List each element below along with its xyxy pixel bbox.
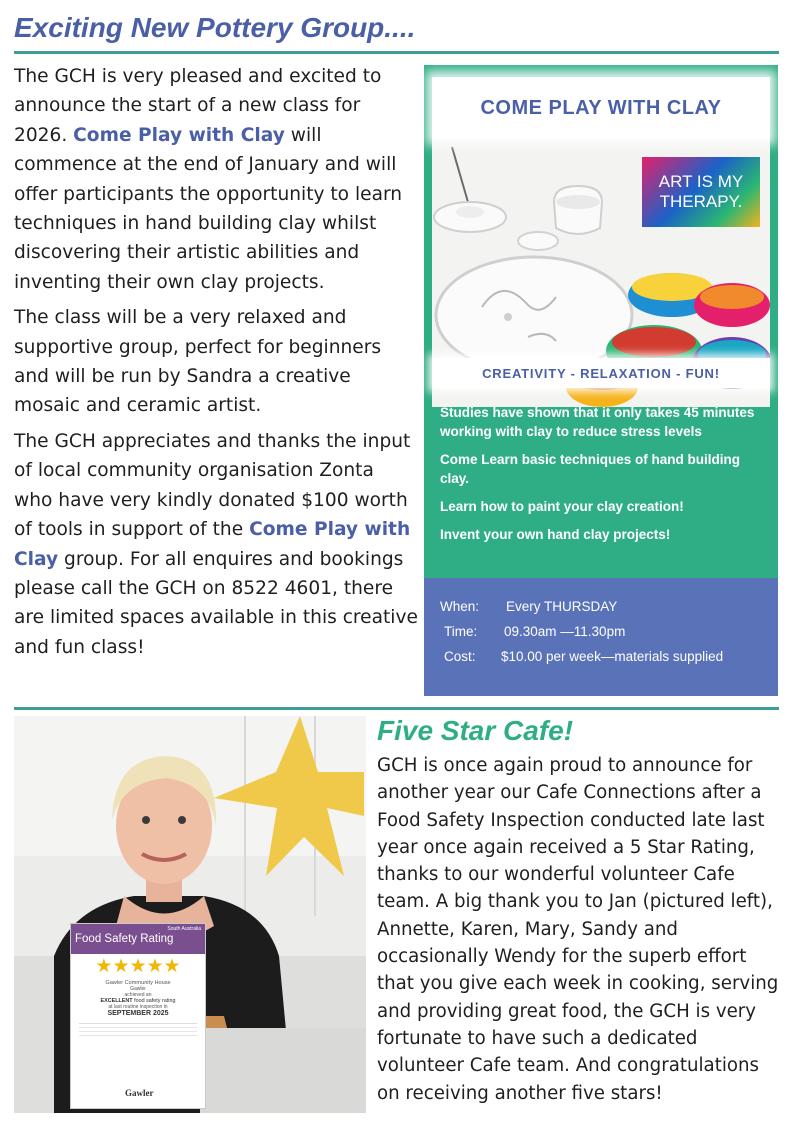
- pottery-paragraph-1: The GCH is very pleased and excited to announce the start of a new class for 2026. Come Play with Clay will commence at the end of January and will offer participants the opportunity to learn techniques in hand building clay whilst discovering their artistic abilities and inventing their own clay projects.: [14, 66, 403, 293]
- certificate-rating: EXCELLENT food safety rating: [100, 998, 176, 1004]
- info-label: Cost:: [444, 649, 476, 664]
- certificate-council: Gawler: [125, 1088, 154, 1098]
- flyer-benefit: Learn how to paint your clay creation!: [440, 499, 684, 514]
- flyer-benefit: Studies have shown that it only takes 45 minutes working with clay to reduce stress levels: [440, 405, 755, 439]
- pottery-heading: Exciting New Pottery Group....: [14, 12, 416, 43]
- certificate-fine-print: [79, 1023, 197, 1037]
- flyer-benefit: Come Learn basic techniques of hand building clay.: [440, 452, 741, 486]
- certificate-state: South Australia: [167, 926, 201, 932]
- pottery-article: [14, 62, 418, 668]
- info-label: When:: [440, 599, 480, 614]
- info-row-when: [424, 599, 778, 619]
- info-value: 09.30am —11.30pm: [504, 624, 626, 639]
- certificate-achieved: achieved an: [124, 992, 152, 998]
- flyer-title: COME PLAY WITH CLAY: [480, 96, 722, 119]
- info-value: $10.00 per week—materials supplied: [501, 649, 724, 664]
- pottery-paragraph-3: The GCH appreciates and thanks the input of local community organisation Zonta who have very kindly donated $100 worth of tools in support of the Come Play with Clay group. For all enquires and bookings please call the GCH on 8522 4601, there are limited spaces available in this creative and fun class!: [14, 430, 418, 658]
- flyer-subtitle: CREATIVITY - RELAXATION - FUN!: [482, 365, 720, 381]
- cafe-heading: Five Star Cafe!: [377, 715, 574, 746]
- class-name-highlight: Come Play with Clay: [73, 124, 285, 146]
- class-name-highlight: Come Play with Clay: [14, 519, 411, 570]
- flyer-title-box: [432, 77, 770, 139]
- flyer-benefit: Invent your own hand clay projects!: [440, 527, 671, 542]
- info-row-time: [424, 624, 778, 644]
- food-safety-certificate: [70, 923, 206, 1109]
- flyer-subtitle-box: [432, 358, 770, 388]
- info-label: Time:: [444, 624, 478, 639]
- certificate-header: [71, 924, 205, 954]
- art-therapy-graphic: ART IS MY THERAPY.: [642, 157, 760, 227]
- certificate-month: SEPTEMBER 2025: [107, 1010, 169, 1017]
- section-divider: [14, 707, 779, 710]
- clay-class-flyer: [424, 65, 778, 696]
- certificate-location: Gawler: [130, 986, 146, 992]
- certificate-business: Gawler Community House: [105, 980, 171, 986]
- cafe-article: GCH is once again proud to announce for another year our Cafe Connections after a Food Safety Inspection conducted late last year once again received a 5 Star Rating, thanks to our wonderful volunteer Cafe team. A big thank you to Jan (pictured left), Annette, Karen, Mary, Sandy and occasionally Wendy for the superb effort that you give each week in cooking, serving and providing great food, the GCH is very fortunate to have such a dedicated volunteer Cafe team. And congratulations on receiving another five stars!: [377, 755, 779, 1104]
- section-divider: [14, 51, 779, 54]
- certificate-title: Food Safety Rating: [75, 933, 174, 945]
- certificate-stars: ★★★★★: [95, 956, 181, 977]
- certificate-inspection: at last routine inspection in: [108, 1004, 168, 1010]
- pottery-paragraph-2: The class will be a very relaxed and supportive group, perfect for beginners and will be run by Sandra a creative mosaic and ceramic artist.: [14, 307, 382, 417]
- info-row-cost: [424, 649, 778, 669]
- flyer-benefits-list: [440, 403, 770, 553]
- info-value: Every THURSDAY: [506, 599, 618, 614]
- flyer-info-panel: [424, 578, 778, 696]
- cafe-volunteer-photo: [14, 716, 366, 1113]
